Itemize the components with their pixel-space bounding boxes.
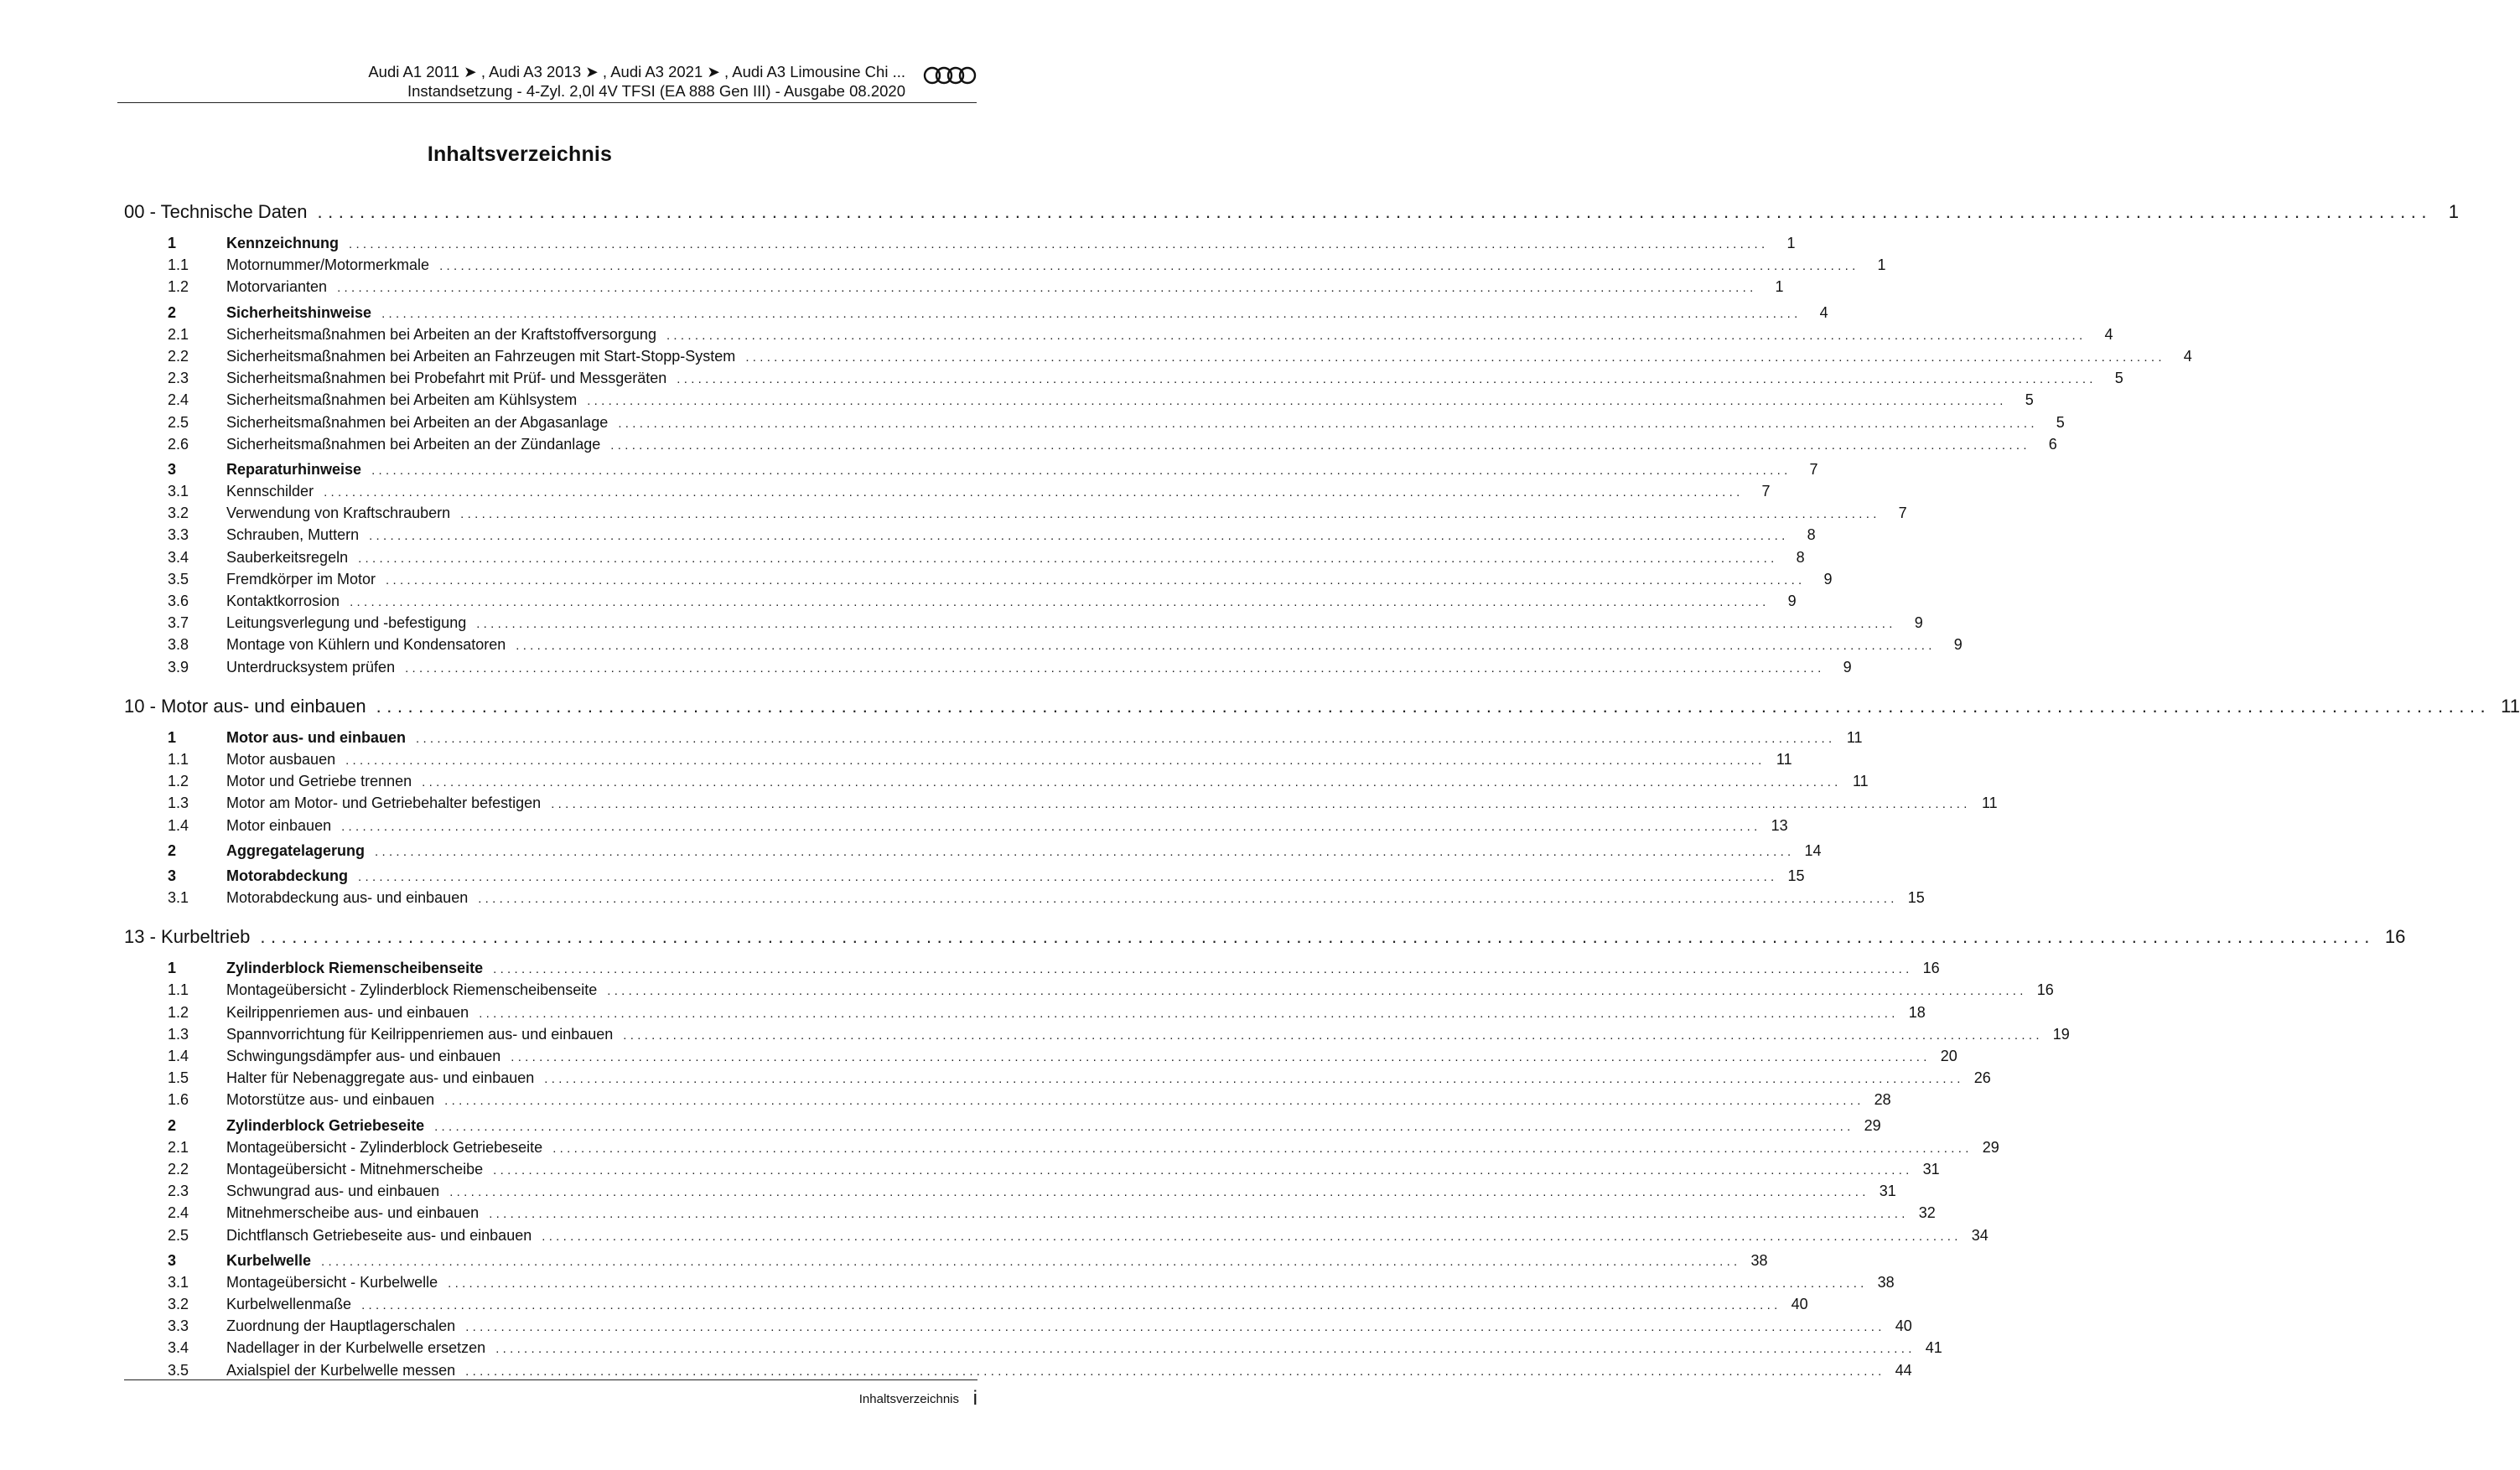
page-title: Inhaltsverzeichnis bbox=[427, 142, 613, 166]
dot-leader: ........................................................................................................................................................................................................ bbox=[405, 660, 1825, 675]
toc-entry-title: Reparaturhinweise bbox=[226, 460, 362, 478]
toc-entry-number: 2.3 bbox=[168, 370, 189, 387]
dot-leader: ........................................................................................................................................................................................................ bbox=[478, 892, 1898, 907]
toc-entry-page: 4 bbox=[2104, 325, 2113, 343]
toc-entry-title: Sicherheitsmaßnahmen bei Probefahrt mit Prüf- und Messgeräten bbox=[226, 370, 667, 387]
toc-entry-number: 2.4 bbox=[168, 391, 189, 409]
toc-entry-number: 1.5 bbox=[168, 1069, 189, 1087]
toc-entry-page: 1 bbox=[2448, 201, 2459, 222]
toc-entry-page: 9 bbox=[1843, 658, 1852, 675]
dot-leader: ........................................................................................................................................................................................................ bbox=[416, 731, 1836, 746]
dot-leader: ........................................................................................................................................................................................................ bbox=[434, 1119, 1854, 1134]
toc-entry-page: 9 bbox=[1787, 593, 1797, 609]
toc-entry-number: 1.6 bbox=[168, 1091, 189, 1109]
toc-entry-page: 9 bbox=[1914, 614, 1923, 632]
toc-entry-title: Zuordnung der Hauptlagerschalen bbox=[226, 1317, 456, 1335]
toc-entry-page: 14 bbox=[1804, 841, 1822, 859]
toc-entry-page: 9 bbox=[1953, 636, 1963, 654]
toc-entry-title: Motor einbauen bbox=[226, 816, 332, 834]
toc-entry[interactable] bbox=[124, 1204, 1936, 1226]
toc-entry-number: 3.3 bbox=[168, 1317, 189, 1335]
toc-entry-number: 3.6 bbox=[168, 593, 189, 609]
toc-entry-title: Montageübersicht - Zylinderblock Riemenscheibenseite bbox=[226, 981, 598, 999]
dot-leader: ........................................................................................................................................................................................................ bbox=[448, 1276, 1868, 1291]
dot-leader: ........................................................................................................................................................................................................ bbox=[317, 201, 2432, 222]
toc-entry-number: 1.3 bbox=[168, 795, 189, 812]
dot-leader: ........................................................................................................................................................................................................ bbox=[542, 1229, 1962, 1244]
toc-entry[interactable] bbox=[124, 926, 2406, 956]
dot-leader: ........................................................................................................................................................................................................ bbox=[371, 463, 1791, 478]
toc-entry-title: Sicherheitsmaßnahmen bei Arbeiten am Kühlsystem bbox=[226, 391, 578, 409]
dot-leader: ........................................................................................................................................................................................................ bbox=[349, 237, 1769, 251]
dot-leader: ........................................................................................................................................................................................................ bbox=[386, 572, 1806, 587]
toc-entry-number: 3 bbox=[168, 460, 177, 478]
toc-entry-page: 11 bbox=[1846, 728, 1863, 746]
toc-entry-title: Unterdrucksystem prüfen bbox=[226, 658, 396, 675]
toc-entry-number: 2.3 bbox=[168, 1183, 189, 1200]
footer-page-number: i bbox=[972, 1387, 977, 1410]
toc-entry-page: 9 bbox=[1823, 570, 1833, 587]
toc-entry-number: 3.3 bbox=[168, 526, 189, 544]
toc-entry[interactable] bbox=[124, 773, 1869, 795]
dot-leader: ........................................................................................................................................................................................................ bbox=[376, 695, 2491, 717]
toc-entry-number: 3.2 bbox=[168, 1296, 189, 1313]
toc-entry[interactable] bbox=[124, 370, 2123, 391]
toc-entry-number: 2 bbox=[168, 303, 177, 321]
dot-leader: ........................................................................................................................................................................................................ bbox=[544, 1072, 1964, 1087]
dot-leader: ........................................................................................................................................................................................................ bbox=[465, 1320, 1885, 1335]
toc-entry-page: 16 bbox=[2384, 926, 2406, 948]
toc-entry[interactable] bbox=[124, 750, 1792, 773]
toc-entry-page: 11 bbox=[1776, 750, 1792, 768]
toc-entry[interactable] bbox=[124, 1025, 2070, 1048]
toc-entry-page: 4 bbox=[2183, 347, 2192, 365]
toc-entry[interactable] bbox=[124, 1273, 1895, 1296]
toc-entry[interactable] bbox=[124, 1160, 1940, 1183]
toc-entry-number: 2.4 bbox=[168, 1204, 189, 1222]
dot-leader: ........................................................................................................................................................................................................ bbox=[345, 753, 1766, 768]
toc-entry[interactable] bbox=[124, 570, 1833, 593]
toc-entry-page: 8 bbox=[1796, 548, 1805, 566]
toc-entry-page: 32 bbox=[1918, 1204, 1936, 1222]
dot-leader: ........................................................................................................................................................................................................ bbox=[444, 1094, 1864, 1109]
dot-leader: ........................................................................................................................................................................................................ bbox=[618, 416, 2038, 431]
toc-entry-title: Nadellager in der Kurbelwelle ersetzen bbox=[226, 1339, 486, 1357]
toc-entry-title: Kurbelwelle bbox=[226, 1251, 312, 1269]
toc-entry-page: 40 bbox=[1895, 1317, 1912, 1335]
dot-leader: ........................................................................................................................................................................................................ bbox=[361, 1298, 1781, 1313]
toc-entry-title: Motorabdeckung bbox=[226, 867, 349, 884]
toc-entry-number: 1 bbox=[168, 728, 177, 746]
toc-entry[interactable] bbox=[124, 278, 1784, 300]
dot-leader: ........................................................................................................................................................................................................ bbox=[552, 1141, 1973, 1156]
dot-leader: ........................................................................................................................................................................................................ bbox=[551, 797, 1971, 812]
toc-entry-number: 3.8 bbox=[168, 636, 189, 654]
dot-leader: ........................................................................................................................................................................................................ bbox=[337, 281, 1757, 296]
toc-entry-title: Spannvorrichtung für Keilrippenriemen aus- und einbauen bbox=[226, 1025, 614, 1043]
toc-entry-page: 1 bbox=[1877, 256, 1886, 274]
toc-entry[interactable] bbox=[124, 1251, 1768, 1274]
toc-entry-number: 1.2 bbox=[168, 278, 189, 296]
header-vehicle-line: Audi A1 2011 ➤ , Audi A3 2013 ➤ , Audi A3 2021 ➤ , Audi A3 Limousine Chi ... bbox=[368, 63, 905, 80]
toc-entry-number: 3 bbox=[168, 867, 177, 884]
toc-entry-page: 15 bbox=[1787, 867, 1805, 884]
toc-entry[interactable] bbox=[124, 1003, 1926, 1026]
toc-entry-number: 3.9 bbox=[168, 658, 189, 675]
toc-entry-title: 13 - Kurbeltrieb bbox=[124, 926, 251, 948]
toc-entry[interactable] bbox=[124, 960, 1940, 981]
toc-entry-title: Sicherheitshinweise bbox=[226, 303, 372, 321]
toc-entry[interactable] bbox=[124, 1116, 1881, 1139]
toc-entry-title: Motor aus- und einbauen bbox=[226, 728, 406, 746]
toc-entry[interactable] bbox=[124, 1069, 1991, 1091]
toc-entry-title: Fremdkörper im Motor bbox=[226, 570, 376, 587]
toc-entry-number: 2.5 bbox=[168, 413, 189, 431]
toc-entry[interactable] bbox=[124, 391, 2034, 413]
toc-entry-number: 2.1 bbox=[168, 1138, 189, 1156]
toc-entry-number: 3.1 bbox=[168, 483, 189, 500]
toc-entry-title: Montageübersicht - Zylinderblock Getriebeseite bbox=[226, 1138, 543, 1156]
toc-entry[interactable] bbox=[124, 636, 1963, 658]
dot-leader: ........................................................................................................................................................................................................ bbox=[449, 1185, 1869, 1200]
toc-entry[interactable] bbox=[124, 1048, 1957, 1069]
toc-entry-title: 10 - Motor aus- und einbauen bbox=[124, 695, 366, 717]
toc-entry-page: 31 bbox=[1922, 1160, 1940, 1178]
toc-entry-title: Halter für Nebenaggregate aus- und einbauen bbox=[226, 1069, 535, 1087]
toc-entry-page: 19 bbox=[2052, 1025, 2070, 1043]
toc-entry-number: 1.1 bbox=[168, 981, 189, 999]
toc-entry-number: 1.4 bbox=[168, 816, 189, 834]
toc-entry-number: 1 bbox=[168, 960, 177, 977]
toc-entry-number: 3.4 bbox=[168, 548, 189, 566]
toc-entry-page: 7 bbox=[1898, 505, 1907, 522]
toc-entry-page: 4 bbox=[1819, 303, 1828, 321]
table-of-contents bbox=[124, 201, 2520, 1384]
dot-leader: ........................................................................................................................................................................................................ bbox=[587, 394, 2007, 409]
toc-entry-page: 40 bbox=[1791, 1296, 1808, 1313]
toc-entry-title: Kontaktkorrosion bbox=[226, 593, 340, 609]
dot-leader: ........................................................................................................................................................................................................ bbox=[341, 819, 1761, 834]
toc-entry-title: 00 - Technische Daten bbox=[124, 201, 308, 222]
toc-entry-title: Montageübersicht - Kurbelwelle bbox=[226, 1273, 438, 1291]
toc-entry-page: 11 bbox=[1982, 795, 1998, 812]
dot-leader: ........................................................................................................................................................................................................ bbox=[476, 617, 1896, 632]
toc-entry-number: 3 bbox=[168, 1251, 177, 1269]
dot-leader: ........................................................................................................................................................................................................ bbox=[422, 775, 1842, 790]
toc-entry-title: Sauberkeitsregeln bbox=[226, 548, 349, 566]
toc-entry-title: Kurbelwellenmaße bbox=[226, 1296, 352, 1313]
toc-entry-page: 34 bbox=[1971, 1226, 1989, 1244]
toc-entry-title: Motor ausbauen bbox=[226, 750, 336, 768]
toc-entry[interactable] bbox=[124, 256, 1886, 278]
toc-entry[interactable] bbox=[124, 889, 1925, 911]
toc-entry-number: 2.2 bbox=[168, 1160, 189, 1178]
dot-leader: ........................................................................................................................................................................................................ bbox=[516, 639, 1936, 654]
dot-leader: ........................................................................................................................................................................................................ bbox=[460, 507, 1880, 522]
toc-entry-title: Motorabdeckung aus- und einbauen bbox=[226, 889, 469, 907]
toc-entry-title: Motorvarianten bbox=[226, 278, 328, 296]
dot-leader: ........................................................................................................................................................................................................ bbox=[610, 437, 2030, 453]
toc-entry-title: Aggregatelagerung bbox=[226, 841, 366, 859]
toc-entry-page: 41 bbox=[1925, 1339, 1942, 1357]
toc-entry-title: Motor am Motor- und Getriebehalter befestigen bbox=[226, 795, 542, 812]
toc-entry-title: Schrauben, Muttern bbox=[226, 526, 360, 544]
dot-leader: ........................................................................................................................................................................................................ bbox=[369, 529, 1789, 544]
toc-entry-page: 29 bbox=[1982, 1138, 1999, 1156]
toc-entry[interactable] bbox=[124, 548, 1805, 571]
toc-entry[interactable] bbox=[124, 413, 2065, 436]
toc-entry[interactable] bbox=[124, 325, 2113, 348]
toc-entry-page: 5 bbox=[2114, 370, 2123, 387]
dot-leader: ........................................................................................................................................................................................................ bbox=[324, 485, 1744, 500]
toc-entry-number: 3.1 bbox=[168, 1273, 189, 1291]
toc-entry-page: 1 bbox=[1786, 235, 1796, 251]
toc-entry-title: Motorstütze aus- und einbauen bbox=[226, 1091, 435, 1109]
dot-leader: ........................................................................................................................................................................................................ bbox=[495, 1342, 1916, 1357]
audi-rings-logo-icon bbox=[923, 65, 977, 85]
toc-entry-title: Sicherheitsmaßnahmen bei Arbeiten an der Abgasanlage bbox=[226, 413, 609, 431]
toc-entry-number: 1.1 bbox=[168, 256, 189, 274]
dot-leader: ........................................................................................................................................................................................................ bbox=[358, 551, 1778, 566]
toc-entry-title: Axialspiel der Kurbelwelle messen bbox=[226, 1361, 456, 1379]
toc-entry[interactable] bbox=[124, 1091, 1891, 1113]
toc-entry-page: 16 bbox=[1922, 960, 1940, 977]
toc-entry-title: Sicherheitsmaßnahmen bei Arbeiten an der Kraftstoffversorgung bbox=[226, 325, 656, 343]
toc-entry[interactable] bbox=[124, 1183, 1896, 1204]
toc-entry[interactable] bbox=[124, 593, 1797, 614]
toc-entry-title: Sicherheitsmaßnahmen bei Arbeiten an Fahrzeugen mit Start-Stopp-System bbox=[226, 347, 736, 365]
dot-leader: ........................................................................................................................................................................................................ bbox=[489, 1207, 1909, 1222]
toc-entry-title: Montageübersicht - Mitnehmerscheibe bbox=[226, 1160, 484, 1178]
toc-entry[interactable] bbox=[124, 235, 1796, 256]
toc-entry-page: 13 bbox=[1771, 816, 1788, 834]
dot-leader: ........................................................................................................................................................................................................ bbox=[479, 1006, 1899, 1021]
header-manual-line: Instandsetzung - 4-Zyl. 2,0l 4V TFSI (EA 888 Gen III) - Ausgabe 08.2020 bbox=[407, 82, 905, 100]
toc-entry[interactable] bbox=[124, 658, 1852, 681]
toc-entry[interactable] bbox=[124, 435, 2057, 458]
dot-leader: ........................................................................................................................................................................................................ bbox=[260, 926, 2375, 948]
toc-entry[interactable] bbox=[124, 1226, 1989, 1249]
toc-entry[interactable] bbox=[124, 695, 2520, 726]
toc-entry-number: 1.1 bbox=[168, 750, 189, 768]
toc-entry-number: 2.5 bbox=[168, 1226, 189, 1244]
toc-entry-number: 3.2 bbox=[168, 505, 189, 522]
toc-entry[interactable] bbox=[124, 614, 1923, 636]
toc-entry-number: 1.2 bbox=[168, 1003, 189, 1021]
toc-entry-number: 2.1 bbox=[168, 325, 189, 343]
footer-label: Inhaltsverzeichnis bbox=[858, 1392, 959, 1406]
dot-leader: ........................................................................................................................................................................................................ bbox=[607, 984, 2027, 999]
toc-entry-number: 3.5 bbox=[168, 570, 189, 587]
toc-entry-page: 38 bbox=[1877, 1273, 1895, 1291]
toc-entry-title: Schwungrad aus- und einbauen bbox=[226, 1183, 440, 1200]
toc-entry[interactable] bbox=[124, 303, 1828, 326]
toc-entry-page: 5 bbox=[2056, 413, 2065, 431]
toc-entry-page: 31 bbox=[1879, 1183, 1896, 1200]
dot-leader: ........................................................................................................................................................................................................ bbox=[511, 1050, 1931, 1064]
toc-entry-page: 1 bbox=[1775, 278, 1784, 296]
toc-entry-page: 26 bbox=[1973, 1069, 1991, 1087]
toc-entry-title: Sicherheitsmaßnahmen bei Arbeiten an der Zündanlage bbox=[226, 435, 601, 453]
toc-entry-page: 7 bbox=[1761, 483, 1771, 500]
toc-entry-page: 28 bbox=[1874, 1091, 1891, 1109]
dot-leader: ........................................................................................................................................................................................................ bbox=[358, 869, 1778, 884]
toc-entry-page: 15 bbox=[1907, 889, 1925, 907]
header-text bbox=[368, 62, 905, 101]
dot-leader: ........................................................................................................................................................................................................ bbox=[493, 1162, 1913, 1178]
dot-leader: ........................................................................................................................................................................................................ bbox=[677, 372, 2097, 387]
toc-entry[interactable] bbox=[124, 201, 2459, 231]
toc-entry[interactable] bbox=[124, 505, 1907, 526]
toc-entry-page: 16 bbox=[2036, 981, 2054, 999]
toc-entry-number: 2 bbox=[168, 841, 177, 859]
toc-entry[interactable] bbox=[124, 1296, 1808, 1317]
toc-entry-number: 2.6 bbox=[168, 435, 189, 453]
dot-leader: ........................................................................................................................................................................................................ bbox=[321, 1254, 1741, 1269]
toc-entry-title: Zylinderblock Riemenscheibenseite bbox=[226, 960, 484, 977]
dot-leader: ........................................................................................................................................................................................................ bbox=[493, 962, 1913, 977]
toc-entry-title: Leitungsverlegung und -befestigung bbox=[226, 614, 467, 632]
toc-entry-page: 29 bbox=[1864, 1116, 1881, 1134]
toc-entry-title: Motornummer/Motormerkmale bbox=[226, 256, 430, 274]
toc-entry-page: 11 bbox=[2501, 695, 2520, 717]
toc-entry-number: 2.2 bbox=[168, 347, 189, 365]
toc-entry-title: Zylinderblock Getriebeseite bbox=[226, 1116, 425, 1134]
toc-entry-title: Keilrippenriemen aus- und einbauen bbox=[226, 1003, 469, 1021]
toc-entry[interactable] bbox=[124, 526, 1816, 548]
toc-entry-title: Mitnehmerscheibe aus- und einbauen bbox=[226, 1204, 480, 1222]
toc-entry[interactable] bbox=[124, 1317, 1912, 1339]
dot-leader: ........................................................................................................................................................................................................ bbox=[623, 1027, 2043, 1043]
toc-entry-number: 1.3 bbox=[168, 1025, 189, 1043]
dot-leader: ........................................................................................................................................................................................................ bbox=[666, 328, 2087, 343]
toc-entry[interactable] bbox=[124, 483, 1771, 505]
toc-entry[interactable] bbox=[124, 816, 1788, 839]
toc-entry-page: 18 bbox=[1908, 1003, 1926, 1021]
toc-entry-title: Dichtflansch Getriebeseite aus- und einbauen bbox=[226, 1226, 532, 1244]
toc-entry-number: 3.7 bbox=[168, 614, 189, 632]
toc-entry-title: Verwendung von Kraftschraubern bbox=[226, 505, 451, 522]
page-footer bbox=[124, 1379, 977, 1410]
toc-entry[interactable] bbox=[124, 841, 1822, 864]
toc-entry[interactable] bbox=[124, 728, 1863, 751]
toc-entry[interactable] bbox=[124, 460, 1818, 483]
toc-entry-number: 3.4 bbox=[168, 1339, 189, 1357]
toc-entry[interactable] bbox=[124, 981, 2054, 1003]
toc-entry-title: Kennzeichnung bbox=[226, 235, 339, 251]
toc-entry-number: 1 bbox=[168, 235, 177, 251]
dot-leader: ........................................................................................................................................................................................................ bbox=[350, 595, 1770, 609]
toc-entry-page: 5 bbox=[2025, 391, 2034, 409]
toc-entry-page: 6 bbox=[2048, 435, 2057, 453]
toc-entry-number: 1.2 bbox=[168, 773, 189, 790]
toc-entry-title: Kennschilder bbox=[226, 483, 314, 500]
toc-entry-page: 38 bbox=[1750, 1251, 1768, 1269]
dot-leader: ........................................................................................................................................................................................................ bbox=[439, 259, 1859, 274]
toc-entry[interactable] bbox=[124, 867, 1805, 889]
dot-leader: ........................................................................................................................................................................................................ bbox=[375, 844, 1795, 859]
toc-entry-page: 7 bbox=[1809, 460, 1818, 478]
toc-entry-page: 8 bbox=[1807, 526, 1816, 544]
dot-leader: ........................................................................................................................................................................................................ bbox=[381, 306, 1802, 321]
page-header bbox=[117, 59, 977, 103]
toc-entry-title: Montage von Kühlern und Kondensatoren bbox=[226, 636, 506, 654]
dot-leader: ........................................................................................................................................................................................................ bbox=[465, 1364, 1885, 1379]
toc-entry-title: Schwingungsdämpfer aus- und einbauen bbox=[226, 1048, 501, 1064]
toc-entry-title: Motor und Getriebe trennen bbox=[226, 773, 412, 790]
toc-entry[interactable] bbox=[124, 1138, 1999, 1161]
toc-entry[interactable] bbox=[124, 1339, 1942, 1361]
toc-entry-page: 11 bbox=[1852, 773, 1869, 790]
toc-entry-page: 44 bbox=[1895, 1361, 1912, 1379]
toc-entry[interactable] bbox=[124, 795, 1998, 816]
toc-entry[interactable] bbox=[124, 347, 2192, 370]
toc-entry-number: 3.5 bbox=[168, 1361, 189, 1379]
dot-leader: ........................................................................................................................................................................................................ bbox=[745, 349, 2165, 365]
toc-entry-page: 20 bbox=[1940, 1048, 1957, 1064]
toc-entry-number: 1.4 bbox=[168, 1048, 189, 1064]
toc-entry-number: 3.1 bbox=[168, 889, 189, 907]
toc-entry-number: 2 bbox=[168, 1116, 177, 1134]
